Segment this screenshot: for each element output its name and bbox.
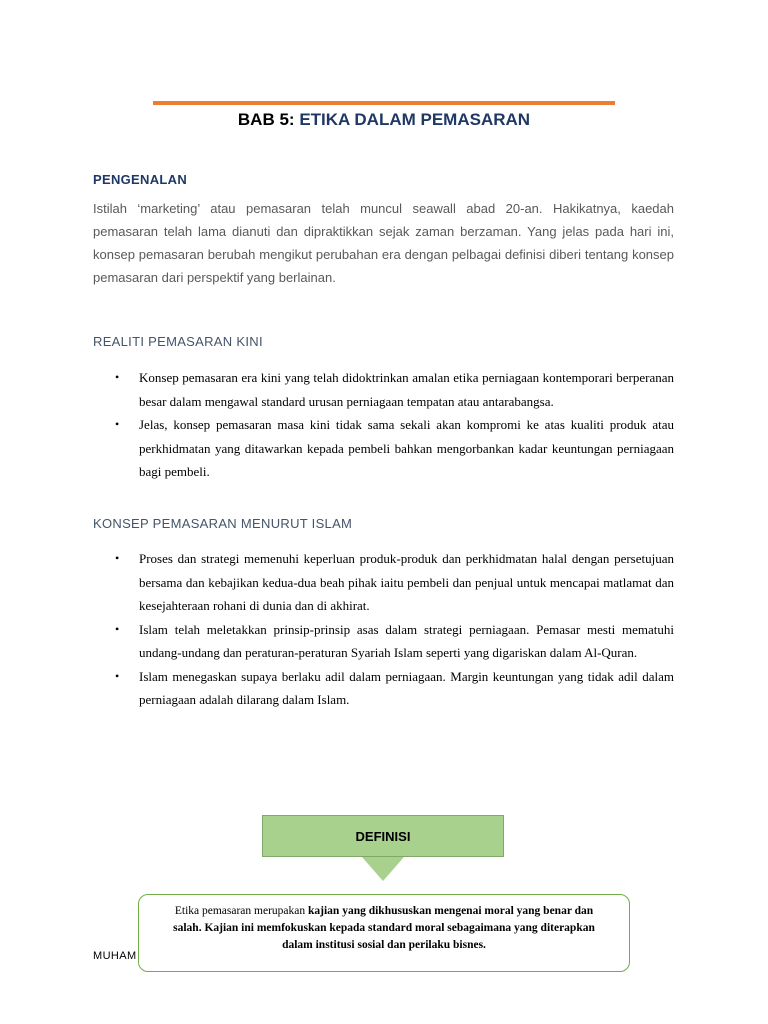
islam-list xyxy=(93,547,674,712)
list-item xyxy=(93,665,674,712)
list-item-text: Konsep pemasaran era kini yang telah didoktrinkan amalan etika perniagaan kontemporari berperanan besar dalam mengawal standard urusan perniagaan tempatan atau antarabangsa. xyxy=(139,370,674,409)
bullet-icon: • xyxy=(115,551,120,565)
bullet-icon: • xyxy=(115,621,120,636)
heading-pengenalan: PENGENALAN xyxy=(93,172,188,187)
definisi-box xyxy=(262,815,504,857)
definisi-label: DEFINISI xyxy=(355,828,411,844)
chapter-title-text: ETIKA DALAM PEMASARAN xyxy=(299,110,531,129)
footer-author: MUHAM xyxy=(93,950,137,962)
title-rule xyxy=(153,101,615,105)
realiti-list xyxy=(93,366,674,484)
list-item xyxy=(93,618,674,665)
bullet-icon: • xyxy=(115,417,120,431)
list-item-text: Islam menegaskan supaya berlaku adil dalam perniagaan. Margin keuntungan yang tidak adil dalam perniagaan adalah dilarang dalam Islam. xyxy=(139,668,674,707)
definisi-text-bold: kajian yang dikhususkan mengenai moral yang benar dan salah. Kajian ini memfokuskan kepada standard moral sebagaimana yang diterapkan dalam institusi sosial dan perilaku bisnes. xyxy=(173,905,595,951)
list-item-text: Proses dan strategi memenuhi keperluan produk-produk dan perkhidmatan halal dengan persetujuan bersama dan kebajikan kedua-dua beah pihak iaitu pembeli dan penjual untuk mencapai matlamat dan kesejahteraan rohani di dunia dan di akhirat. xyxy=(139,551,674,613)
definisi-text-plain: Etika pemasaran merupakan xyxy=(174,905,308,917)
bullet-icon: • xyxy=(115,370,120,384)
list-item xyxy=(93,366,674,413)
down-arrow-icon xyxy=(362,857,404,881)
heading-realiti: REALITI PEMASARAN KINI xyxy=(93,334,263,349)
definisi-content xyxy=(138,894,630,972)
intro-paragraph: Istilah ‘marketing’ atau pemasaran telah muncul seawall abad 20-an. Hakikatnya, kaedah pemasaran telah lama dianuti dan dipraktikkan sejak zaman berzaman. Yang jelas pada hari ini, konsep pemasaran berubah mengikut perubahan era dengan pelbagai definisi diberi tentang konsep pemasaran dari perspektif yang berlainan. xyxy=(93,201,674,285)
list-item xyxy=(93,547,674,618)
bullet-icon: • xyxy=(115,668,120,683)
heading-islam: KONSEP PEMASARAN MENURUT ISLAM xyxy=(93,516,353,531)
list-item-text: Jelas, konsep pemasaran masa kini tidak sama sekali akan kompromi ke atas kualiti produk atau perkhidmatan yang ditawarkan kepada pembeli bahkan mengorbankan kadar keuntungan perniagaan bagi pembeli. xyxy=(139,417,674,479)
list-item xyxy=(93,413,674,484)
list-item-text: Islam telah meletakkan prinsip-prinsip asas dalam strategi perniagaan. Pemasar mesti mematuhi undang-undang dan peraturan-peraturan Syariah Islam seperti yang digariskan dalam Al-Quran. xyxy=(139,621,674,660)
chapter-title xyxy=(0,110,768,130)
chapter-prefix: BAB 5: xyxy=(237,110,295,129)
